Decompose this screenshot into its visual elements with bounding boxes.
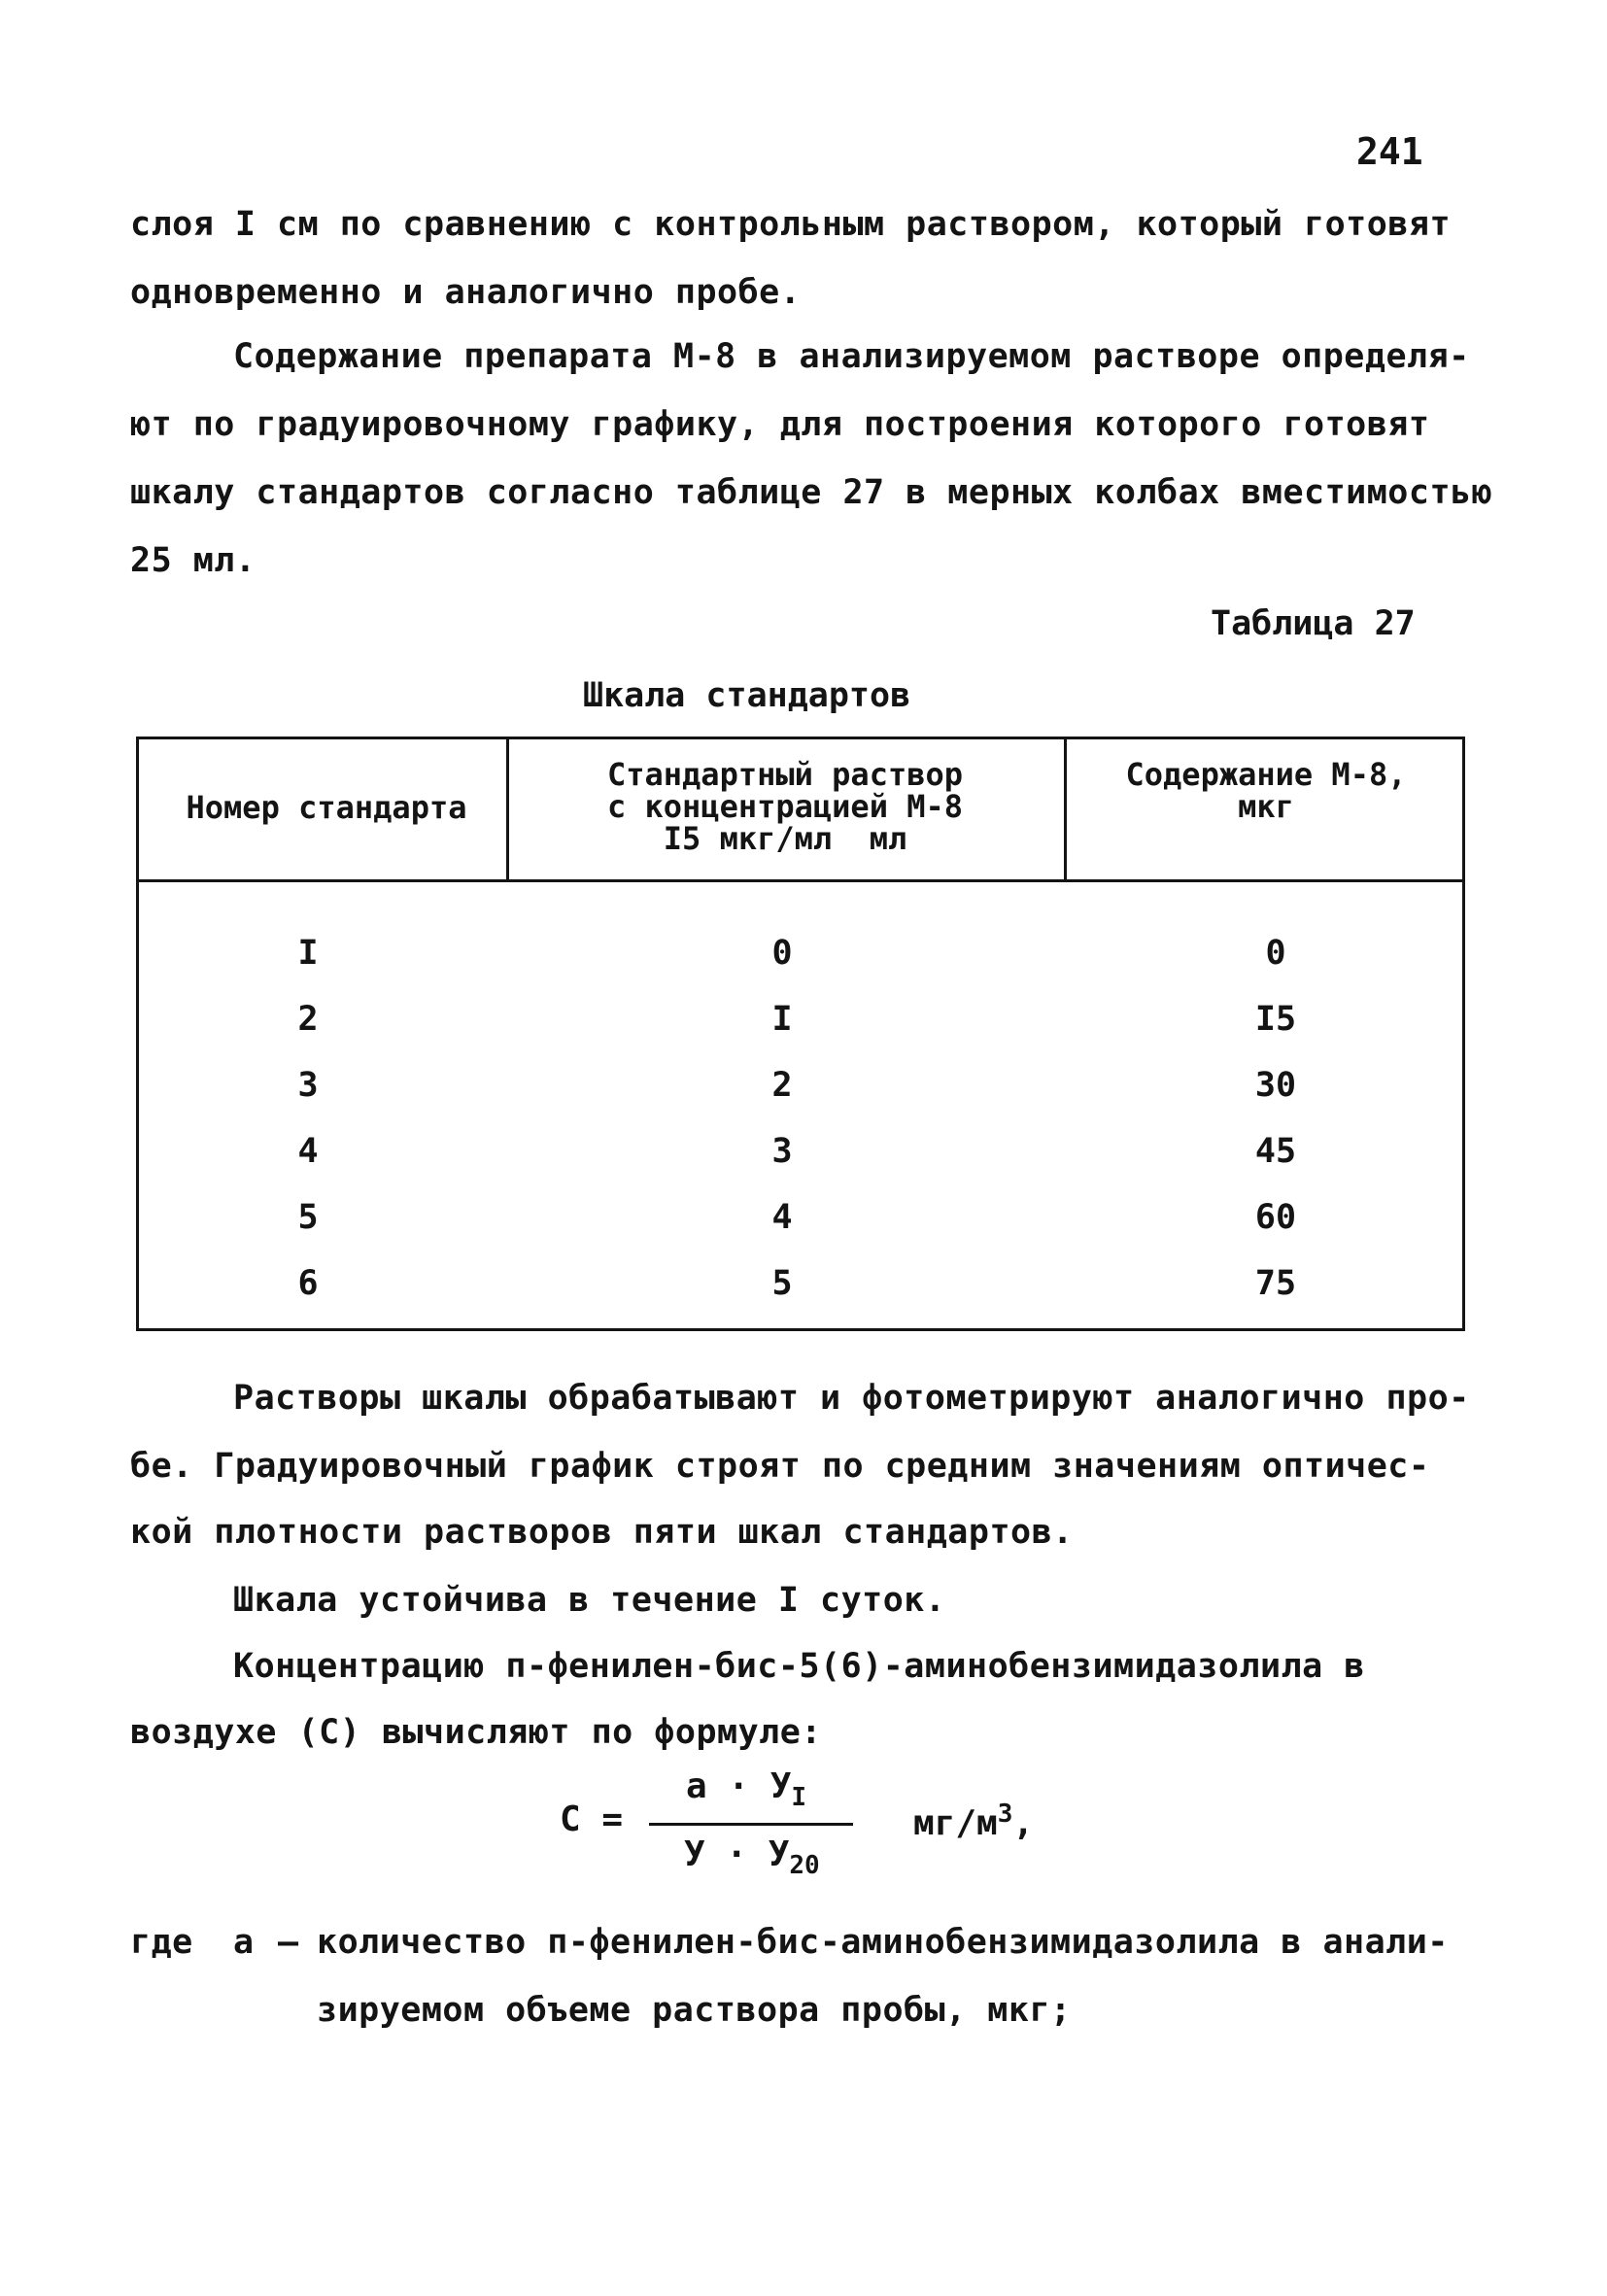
paragraph-line: Растворы шкалы обрабатывают и фотометрируют аналогично про- [233, 1379, 1470, 1418]
table-cell: 45 [1254, 1132, 1297, 1171]
formula-unit [913, 1799, 1034, 1843]
table-cell: 5 [297, 1198, 319, 1237]
definition-dash: – [278, 1923, 299, 1962]
table-cell: I5 [1254, 1000, 1297, 1039]
table-cell: 0 [771, 934, 793, 973]
table-cell: 2 [297, 1000, 319, 1039]
table-cell: I [771, 1000, 793, 1039]
table-header-cell: Стандартный раствор с концентрацией М-8 I5 мкг/мл мл [606, 756, 964, 857]
table-cell: 4 [771, 1198, 793, 1237]
table-cell: 0 [1265, 934, 1286, 973]
definition-symbol: а [233, 1923, 255, 1962]
paragraph-line: слоя I см по сравнению с контрольным раствором, который готовят [130, 205, 1452, 244]
fraction-bar [649, 1823, 853, 1826]
paragraph-line: Шкала устойчива в течение I суток. [233, 1581, 946, 1620]
paragraph-line: шкалу стандартов согласно таблице 27 в мерных колбах вместимостью [130, 473, 1493, 512]
paragraph-line: бе. Градуировочный график строят по средним значениям оптичес- [130, 1447, 1430, 1486]
table-cell: 3 [297, 1066, 319, 1105]
header-divider [139, 879, 1462, 882]
paragraph-line: одновременно и аналогично пробе. [130, 273, 802, 312]
table-cell: 3 [771, 1132, 793, 1171]
table-cell: 6 [297, 1264, 319, 1303]
paragraph-line: 25 мл. [130, 541, 256, 580]
column-divider [1064, 739, 1067, 879]
formula-lhs: С = [560, 1799, 624, 1839]
paragraph-line: Содержание препарата М-8 в анализируемом растворе определя- [233, 337, 1470, 376]
definition-where: где [130, 1923, 193, 1962]
column-divider [506, 739, 509, 879]
paragraph-line: воздухе (С) вычисляют по формуле: [130, 1713, 822, 1752]
page-number: 241 [1356, 130, 1423, 173]
paragraph-line: кой плотности растворов пяти шкал стандартов. [130, 1513, 1074, 1552]
table-cell: 2 [771, 1066, 793, 1105]
numerator-text: а · У [686, 1766, 792, 1806]
table-header-cell: Номер стандарта [186, 789, 467, 826]
unit-text: мг/м [913, 1803, 998, 1843]
denominator-subscript: 20 [789, 1851, 820, 1881]
unit-tail: , [1012, 1803, 1035, 1843]
formula-denominator [684, 1834, 820, 1880]
denominator-text: У · У [684, 1834, 790, 1874]
table-cell: 60 [1254, 1198, 1297, 1237]
table-cell: I [297, 934, 319, 973]
unit-superscript: 3 [997, 1799, 1013, 1829]
table-cell: 75 [1254, 1264, 1297, 1303]
standards-table [136, 737, 1465, 1331]
table-cell: 4 [297, 1132, 319, 1171]
paragraph-line: ют по градуировочному графику, для построения которого готовят [130, 405, 1430, 444]
numerator-subscript: I [791, 1783, 807, 1813]
table-cell: 30 [1254, 1066, 1297, 1105]
definition-text: зируемом объеме раствора пробы, мкг; [317, 1991, 1072, 2030]
definition-text: количество п-фенилен-бис-аминобензимидазолила в анали- [317, 1923, 1449, 1962]
table-cell: 5 [771, 1264, 793, 1303]
formula-numerator [686, 1766, 806, 1812]
table-header-cell: Содержание М-8, мкг [1125, 756, 1407, 825]
paragraph-line: Концентрацию п-фенилен-бис-5(6)-аминобензимидазолила в [233, 1647, 1365, 1686]
table-caption: Таблица 27 [1211, 604, 1416, 643]
table-title: Шкала стандартов [583, 676, 911, 715]
